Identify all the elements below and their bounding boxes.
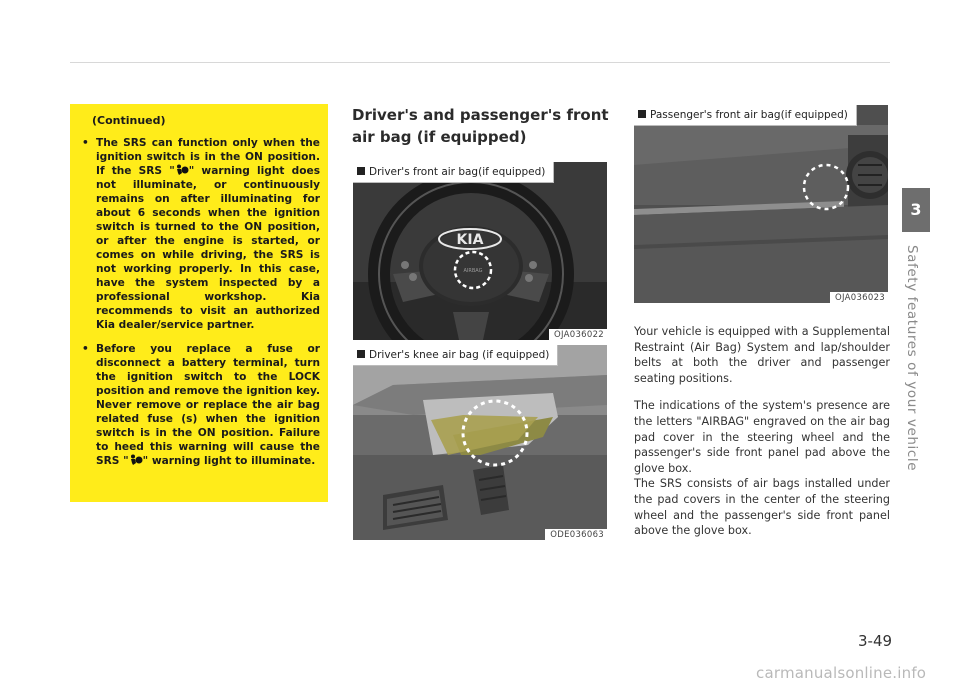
kia-logo (437, 228, 503, 250)
figure-caption (353, 345, 558, 366)
page-number: 3-49 (858, 632, 893, 650)
paragraph: The indications of the system's presence are the letters "AIRBAG" engraved on the air bag pad cover in the steering wheel and the passenger's side front panel pad above the glove box. (634, 399, 890, 475)
section-heading: Driver's and passenger's front air bag (if equipped) (352, 106, 609, 146)
watermark: carmanualsonline.info (756, 664, 927, 682)
figure-passenger-front-airbag (634, 105, 888, 303)
svg-text:KIA: KIA (456, 232, 484, 248)
figure-code: OJA036022 (549, 329, 607, 340)
knee-airbag-illustration (353, 345, 607, 540)
caption-text: Driver's knee air bag (if equipped) (369, 349, 550, 361)
figure-driver-knee-airbag (353, 345, 607, 540)
caption-text: Driver's front air bag(if equipped) (369, 166, 546, 178)
top-rule (70, 62, 890, 63)
warning-box (70, 104, 328, 502)
caption-square-icon (638, 110, 646, 118)
body-text (634, 324, 890, 551)
bullet: • (82, 137, 89, 149)
paragraph: The SRS consists of air bags installed under the pad covers in the center of the steering wheel and the passenger's side front panel above the glove box. (634, 477, 890, 538)
airbag-warning-icon (175, 164, 189, 176)
chapter-title: Safety features of your vehicle (904, 245, 920, 472)
warning-text (96, 342, 320, 468)
figure-code: ODE036063 (545, 529, 607, 540)
figure-code: OJA036023 (830, 292, 888, 303)
warning-text-part: Before you replace a fuse or disconnect a battery terminal, turn the ignition switch to the LOCK position and remove the ignition key. Never remove or replace the air bag related fuse (s) when the ignition switch is in the ON position. Failure to heed this warning will cause the SRS " (96, 343, 320, 467)
caption-square-icon (357, 167, 365, 175)
warning-text-part: " warning light to illuminate. (142, 455, 316, 467)
svg-text:AIRBAG: AIRBAG (463, 268, 483, 274)
warning-text (96, 136, 320, 332)
warning-title: (Continued) (92, 114, 166, 127)
chapter-tab: 3 (902, 188, 930, 232)
figure-driver-front-airbag (353, 162, 607, 340)
paragraph: Your vehicle is equipped with a Supplemental Restraint (Air Bag) System and lap/shoulder belts at both the driver and passenger seating positions. (634, 325, 890, 385)
figure-caption (634, 105, 857, 126)
warning-item (80, 342, 320, 468)
caption-square-icon (357, 350, 365, 358)
passenger-airbag-illustration (634, 105, 888, 303)
warning-text-part: The SRS can function only when the ignition switch is in the ON position. If the SRS " (96, 137, 320, 177)
caption-text: Passenger's front air bag(if equipped) (650, 109, 848, 121)
bullet: • (82, 343, 89, 355)
steering-wheel-illustration (353, 162, 607, 340)
warning-text-part: " warning light does not illuminate, or continuously remains on after illuminating for about 6 seconds when the ignition switch is turned to the ON position, or after the engine is started, or comes on while driving, the SRS is not working properly. In this case, have the system inspected by a professional workshop. Kia recommends to visit an authorized Kia dealer/service partner. (96, 165, 320, 331)
airbag-warning-icon (129, 454, 143, 466)
warning-item (80, 136, 320, 332)
figure-caption (353, 162, 554, 183)
